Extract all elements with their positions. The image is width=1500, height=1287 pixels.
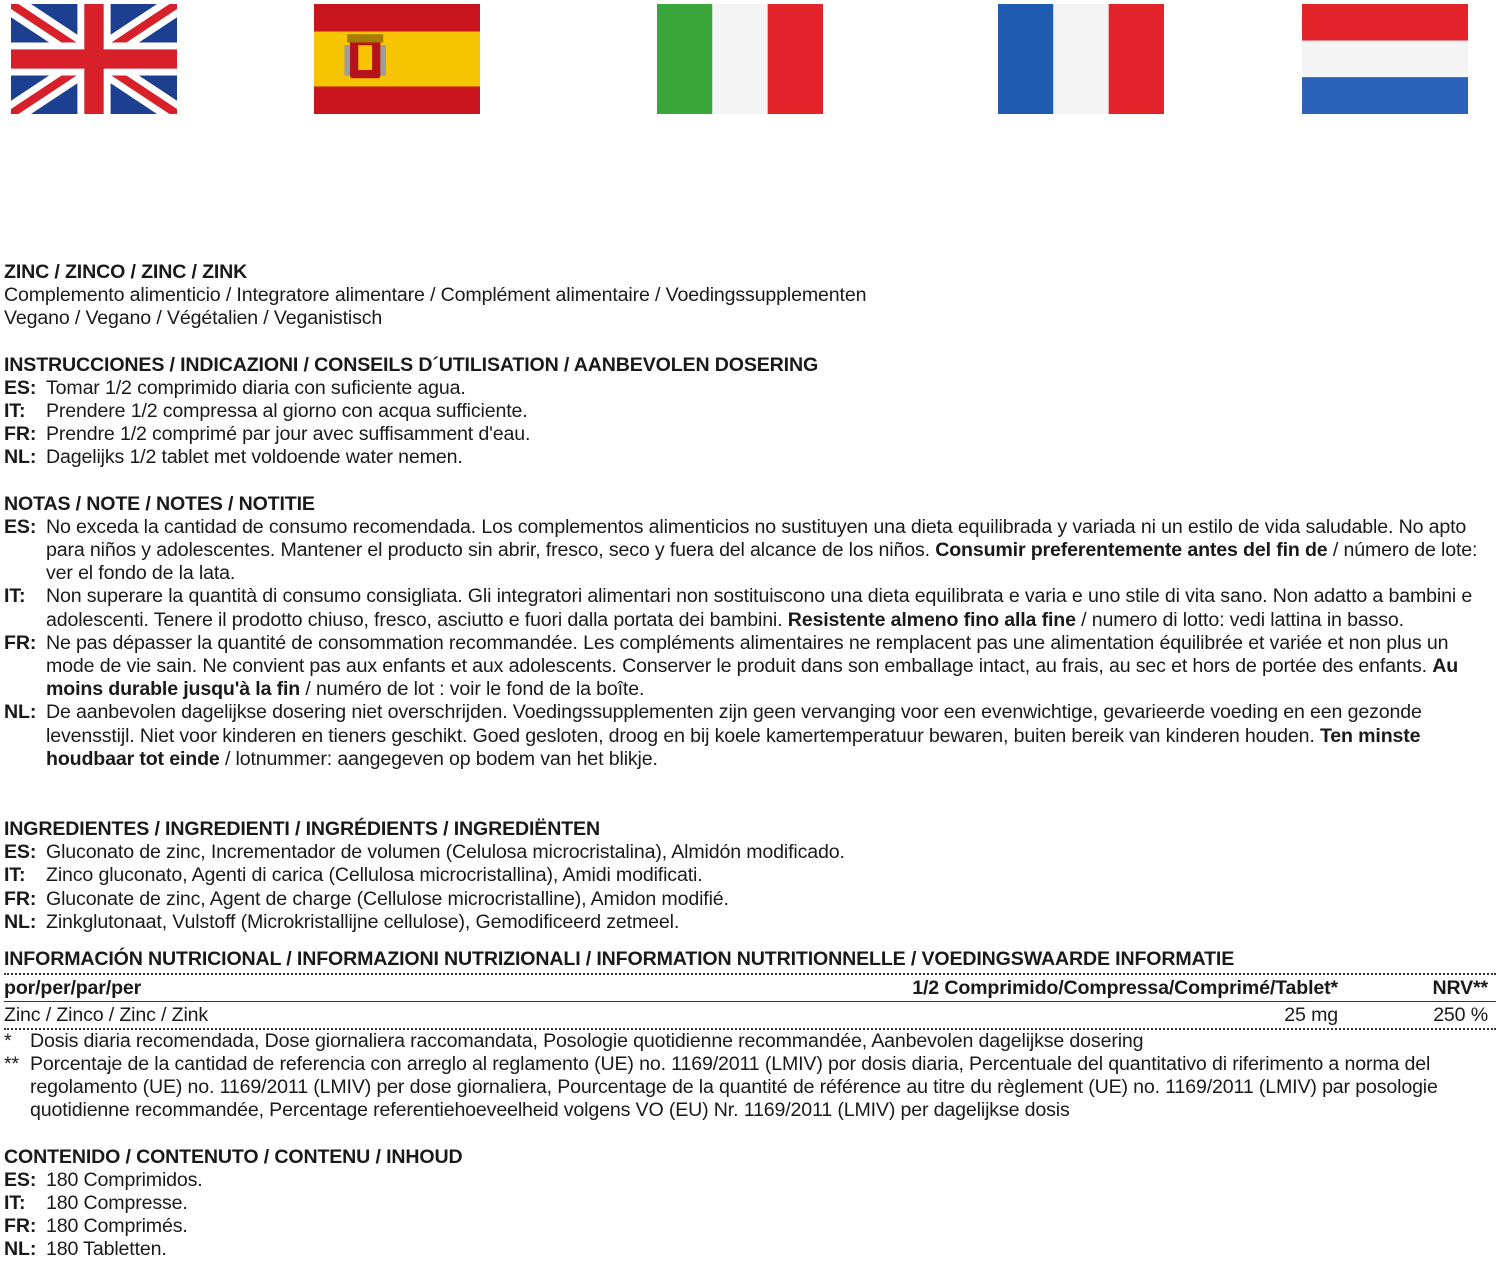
footnote-mark: * [4, 1029, 12, 1052]
best-before-label: Resistente almeno fino alla fine [787, 608, 1076, 631]
lang-label: IT: [4, 1191, 26, 1214]
best-before-label: Au moins durable jusqu'à la fin [46, 655, 1459, 701]
notes-heading: NOTAS / NOTE / NOTES / NOTITIE [4, 492, 315, 515]
column-per: por/per/par/per [4, 977, 142, 1000]
note-row [4, 701, 1496, 771]
contents-row [4, 1192, 1496, 1215]
contents-row [4, 1215, 1496, 1238]
table-row [4, 1002, 1496, 1029]
note-text: De aanbevolen dagelijkse dosering niet overschrijden. Voedingssupplementen zijn geen vervanging voor een evenwichtige, gevarieerde voeding en een gezonde levensstijl. Niet voor kinderen en tieners geschikt. Goed gesloten, droog en bij koele kamertemperatuur bewaren, buiten bereik van kinderen houden. Ten minste houdbaar tot einde / lotnummer: aangegeven op bodem van het blikje. [46, 701, 1422, 770]
footnote-2 [4, 1053, 1496, 1123]
note-text: No exceda la cantidad de consumo recomendada. Los complementos alimenticios no sustituyen una dieta equilibrada y variada ni un estilo de vida saludable. No apto para niños y adolescentes. Mantener el producto sin abrir, fresco, seco y fuera del alcance de los niños. Consumir preferentemente antes del fin de / número de lote: ver el fondo de la lata. [46, 515, 1478, 585]
nutrition-heading: INFORMACIÓN NUTRICIONAL / INFORMAZIONI NUTRIZIONALI / INFORMATION NUTRITIONNELLE / VOEDINGSWAARDE INFORMATIE [4, 948, 1235, 971]
spain-flag-icon [314, 4, 480, 114]
product-diet: Vegano / Vegano / Végétalien / Veganistisch [4, 307, 383, 330]
label-text [4, 261, 1496, 1262]
ingredient-row [4, 911, 1496, 934]
ingredient-text: Gluconate de zinc, Agent de charge (Cellulose microcristalline), Amidon modifié. [46, 887, 729, 910]
lang-label: NL: [4, 910, 37, 933]
nutrition-section [4, 948, 1496, 1122]
lang-label: FR: [4, 423, 37, 446]
product-title: ZINC / ZINCO / ZINC / ZINK [4, 261, 248, 283]
contents-row [4, 1238, 1496, 1261]
instructions-heading: INSTRUCCIONES / INDICAZIONI / CONSEILS D´UTILISATION / AANBEVOLEN DOSERING [4, 353, 819, 376]
footnote-text: Dosis diaria recomendada, Dose giornaliera raccomandata, Posologie quotidienne recommandée, Aanbevolen dagelijkse dosering [30, 1029, 1144, 1052]
best-before-label: Consumir preferentemente antes del fin de [935, 539, 1328, 562]
flags-row [0, 0, 1500, 120]
lang-label: ES: [4, 515, 37, 538]
ingredient-row [4, 841, 1496, 864]
footnote-text: Porcentaje de la cantidad de referencia con arreglo al reglamento (UE) no. 1169/2011 (LMIV) por dosis diaria, Percentuale del quantitativo di riferimento a norma del regolamento (UE) no. 1169/2011 (LMIV) per dose giornaliera, Pourcentage de la quantité de référence au titre du règlement (UE) no. 1169/2011 (LMIV) par posologie quotidienne recommandée, Percentage referentiehoeveelheid volgens VO (EU) Nr. 1169/2011 (LMIV) per dagelijkse dosis [30, 1052, 1438, 1122]
lang-label: IT: [4, 864, 26, 887]
nutrition-table-header [4, 973, 1496, 1002]
france-flag-icon [998, 4, 1164, 114]
contents-heading: CONTENIDO / CONTENUTO / CONTENU / INHOUD [4, 1145, 463, 1168]
lang-label: FR: [4, 1215, 37, 1238]
footnote-mark: ** [4, 1052, 19, 1075]
instruction-row [4, 423, 1496, 446]
lang-label: FR: [4, 887, 37, 910]
note-row [4, 585, 1496, 631]
contents-text: 180 Compresse. [46, 1191, 188, 1214]
ingredient-text: Zinco gluconato, Agenti di carica (Cellulosa microcristallina), Amidi modificati. [46, 864, 703, 887]
contents-text: 180 Comprimidos. [46, 1168, 203, 1191]
instruction-row [4, 446, 1496, 469]
instruction-row [4, 400, 1496, 423]
instruction-text: Dagelijks 1/2 tablet met voldoende water nemen. [46, 446, 463, 469]
instruction-text: Prendre 1/2 comprimé par jour avec suffisamment d'eau. [46, 423, 531, 446]
lang-label: IT: [4, 585, 26, 608]
contents-text: 180 Tabletten. [46, 1238, 167, 1261]
note-text: Ne pas dépasser la quantité de consommation recommandée. Les compléments alimentaires ne remplacent pas une alimentation équilibrée et variée et non plus un mode de vie sain. Ne convient pas aux enfants et aux adolescents. Conserver le produit dans son emballage intact, au frais, au sec et hors de portée des enfants. Au moins durable jusqu'à la fin / numéro de lot : voir le fond de la boîte. [46, 631, 1459, 701]
nutrient-amount: 25 mg [1284, 1004, 1338, 1027]
lang-label: ES: [4, 1168, 37, 1191]
contents-section [4, 1146, 1496, 1262]
instructions-section [4, 354, 1496, 470]
contents-text: 180 Comprimés. [46, 1215, 188, 1238]
instruction-row [4, 377, 1496, 400]
lang-label: ES: [4, 376, 37, 399]
notes-section [4, 493, 1496, 771]
netherlands-flag-icon [1302, 4, 1468, 114]
note-text: Non superare la quantità di consumo consigliata. Gli integratori alimentari non sostituiscono una dieta equilibrata e varia e uno stile di vita sano. Non adatto a bambini e adolescenti. Tenere il prodotto chiuso, fresco, asciutto e fuori dalla portata dei bambini. Resistente almeno fino alla fine / numero di lotto: vedi lattina in basso. [46, 585, 1473, 631]
ingredients-heading: INGREDIENTES / INGREDIENTI / INGRÉDIENTS / INGREDIËNTEN [4, 818, 600, 841]
ingredient-row [4, 888, 1496, 911]
note-row [4, 632, 1496, 702]
nutrient-nrv: 250 % [1433, 1004, 1488, 1027]
nutrient-name: Zinc / Zinco / Zinc / Zink [4, 1004, 209, 1027]
instruction-text: Prendere 1/2 compressa al giorno con acqua sufficiente. [46, 400, 528, 423]
lang-label: NL: [4, 1238, 37, 1261]
note-row [4, 516, 1496, 586]
best-before-label: Ten minste houdbaar tot einde [46, 724, 1421, 770]
ingredient-row [4, 864, 1496, 887]
footnote-1 [4, 1030, 1496, 1053]
product-category: Complemento alimenticio / Integratore alimentare / Complément alimentaire / Voedingssupplementen [4, 284, 867, 307]
lang-label: ES: [4, 841, 37, 864]
ingredients-section [4, 818, 1496, 934]
lang-label: NL: [4, 446, 37, 469]
lang-label: NL: [4, 701, 37, 724]
lang-label: IT: [4, 400, 26, 423]
ingredient-text: Gluconato de zinc, Incrementador de volumen (Celulosa microcristalina), Almidón modificado. [46, 841, 845, 864]
lang-label: FR: [4, 631, 37, 654]
italy-flag-icon [657, 4, 823, 114]
instruction-text: Tomar 1/2 comprimido diaria con suficiente agua. [46, 376, 466, 399]
contents-row [4, 1169, 1496, 1192]
column-amount: 1/2 Comprimido/Compressa/Comprimé/Tablet* [912, 977, 1338, 1000]
ingredient-text: Zinkglutonaat, Vulstoff (Microkristallijne cellulose), Gemodificeerd zetmeel. [46, 910, 680, 933]
column-nrv: NRV** [1432, 977, 1488, 1000]
uk-flag-icon [11, 4, 177, 114]
